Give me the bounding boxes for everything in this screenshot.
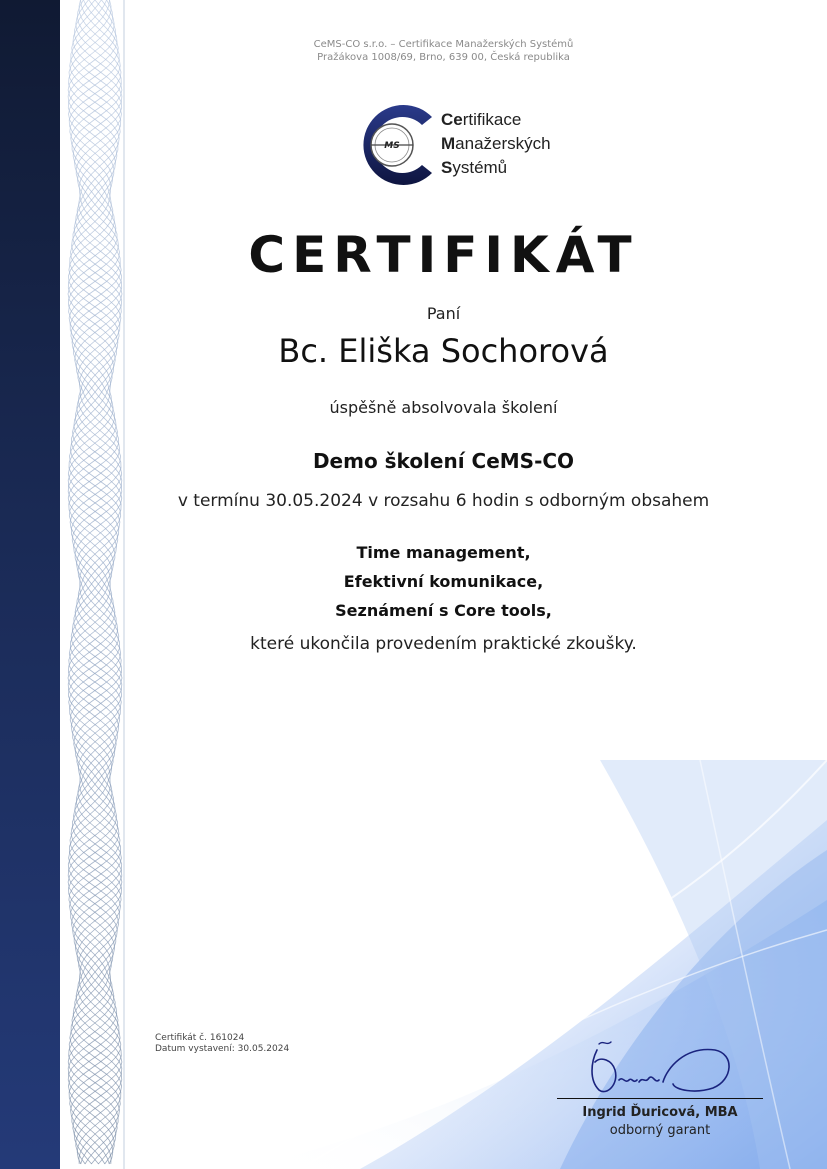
signatory-name: Ingrid Ďuricová, MBA [582,1105,738,1120]
term-text: v termínu 30.05.2024 v rozsahu 6 hodin s odborným obsahem [177,491,710,511]
certificate-title: CERTIFIKÁT [248,226,639,284]
signatory-role: odborný garant [609,1123,711,1138]
issue-date: Datum vystavení: 30.05.2024 [155,1044,290,1054]
topic-item: Time management, [356,543,531,562]
recipient-name: Bc. Eliška Sochorová [278,332,609,370]
certificate-meta [155,1033,289,1055]
topic-item: Efektivní komunikace, [343,572,544,591]
signature-line [557,1098,763,1099]
logo-wordmark: Certifikace Manažerských Systémů [441,110,551,177]
completed-text: úspěšně absolvovala školení [329,398,558,417]
finish-text: které ukončila provedením praktické zkoušky. [250,634,637,654]
salutation: Paní [426,304,461,323]
left-dark-strip [0,0,60,1169]
certificate-number: Certifikát č. 161024 [155,1033,245,1043]
course-name: Demo školení CeMS-CO [312,449,575,473]
topics-list [60,538,827,625]
logo-emblem-text: MS [384,141,400,151]
company-address-line: Pražákova 1008/69, Brno, 639 00, Česká republika [317,52,570,63]
handwritten-signature [585,1040,745,1100]
topic-item: Seznámení s Core tools, [335,601,552,620]
company-name-line: CeMS-CO s.r.o. – Certifikace Manažerských Systémů [313,39,574,50]
